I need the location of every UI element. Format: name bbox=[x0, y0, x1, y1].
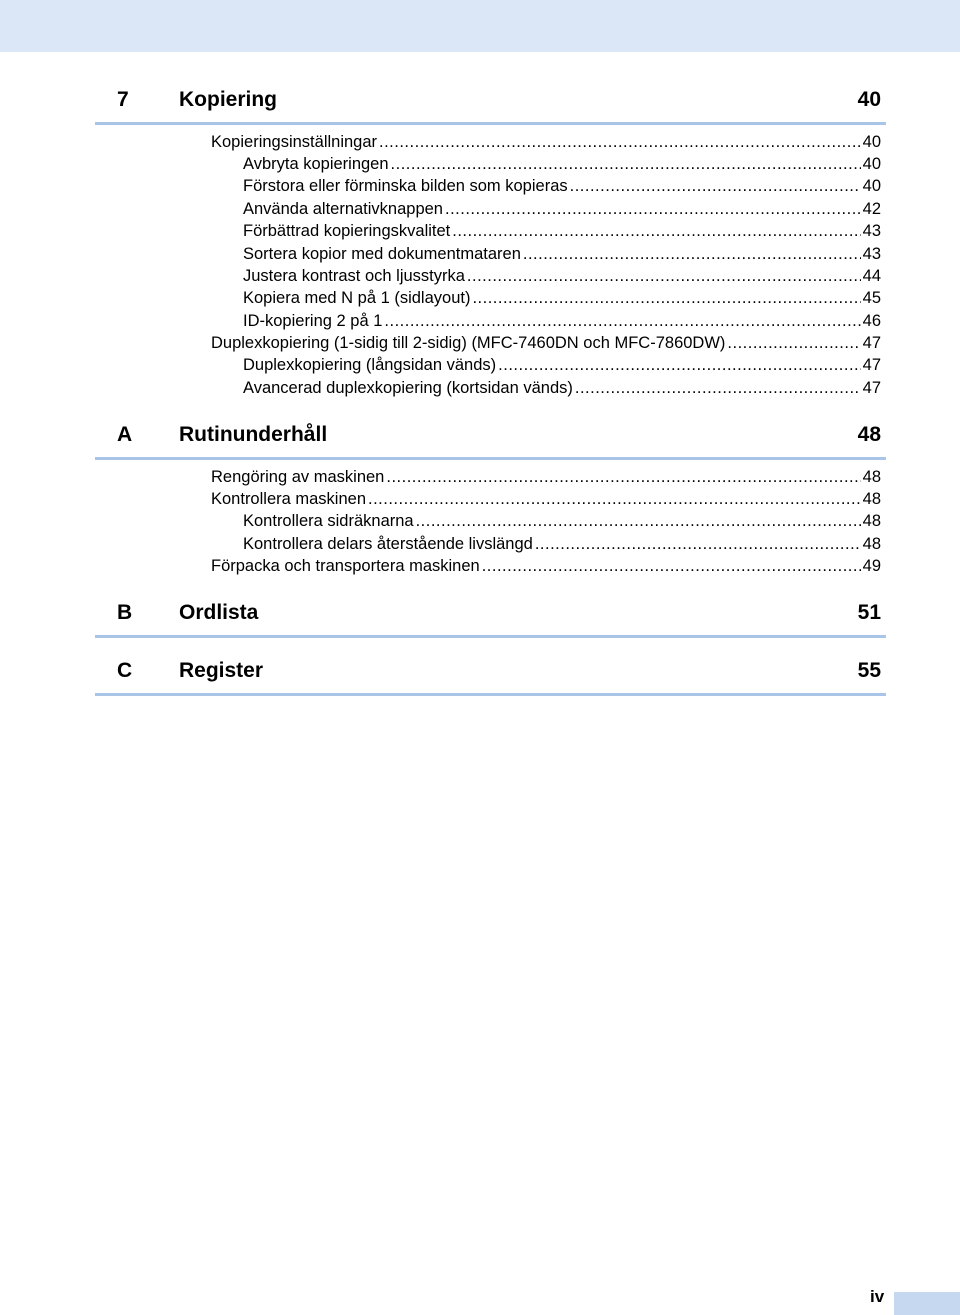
toc-entry[interactable] bbox=[243, 198, 881, 220]
toc-entry-label: Justera kontrast och ljusstyrka bbox=[243, 267, 465, 285]
dot-leader bbox=[391, 153, 861, 175]
chapter-page: 55 bbox=[857, 659, 881, 682]
toc-entry-label: Duplexkopiering (1-sidig till 2-sidig) (MFC-7460DN och MFC-7860DW) bbox=[211, 334, 726, 352]
toc-chapter-a[interactable] bbox=[95, 423, 886, 460]
chapter-page: 51 bbox=[857, 601, 881, 624]
dot-leader bbox=[575, 377, 861, 399]
toc-entry-label: Använda alternativknappen bbox=[243, 200, 443, 218]
toc-entry-page: 47 bbox=[862, 356, 881, 374]
dot-leader bbox=[498, 354, 860, 376]
toc-entry-page: 40 bbox=[862, 155, 881, 173]
toc-entry-label: Duplexkopiering (långsidan vänds) bbox=[243, 356, 497, 374]
toc-entry-page: 48 bbox=[862, 468, 881, 486]
toc-chapter-c[interactable] bbox=[95, 659, 886, 696]
toc-entry-page: 43 bbox=[862, 245, 881, 263]
toc-entry[interactable] bbox=[243, 175, 881, 197]
dot-leader bbox=[482, 555, 861, 577]
toc-entry[interactable] bbox=[243, 287, 881, 309]
dot-leader bbox=[727, 332, 860, 354]
dot-leader bbox=[416, 510, 861, 532]
chapter-number: A bbox=[117, 423, 133, 446]
footer-tab bbox=[894, 1292, 960, 1315]
toc-entry-label: Rengöring av maskinen bbox=[211, 468, 385, 486]
toc-entry-page: 48 bbox=[862, 512, 881, 530]
toc-entry-page: 45 bbox=[862, 289, 881, 307]
toc-entry-label: Kontrollera delars återstående livslängd bbox=[243, 535, 533, 553]
dot-leader bbox=[445, 198, 861, 220]
toc-entry-label: Förstora eller förminska bilden som kopieras bbox=[243, 177, 568, 195]
chapter-number: C bbox=[117, 659, 133, 682]
chapter-number: 7 bbox=[117, 88, 129, 111]
chapter-page: 40 bbox=[857, 88, 881, 111]
chapter-title: Rutinunderhåll bbox=[179, 423, 328, 446]
toc-entry-page: 48 bbox=[862, 535, 881, 553]
chapter-title: Kopiering bbox=[179, 88, 277, 111]
dot-leader bbox=[535, 533, 861, 555]
toc-entry-label: Kopieringsinställningar bbox=[211, 133, 378, 151]
toc-entry-page: 40 bbox=[862, 177, 881, 195]
toc-entry-label: Kontrollera maskinen bbox=[211, 490, 366, 508]
toc-entry-page: 48 bbox=[862, 490, 881, 508]
toc-entry-label: Avbryta kopieringen bbox=[243, 155, 389, 173]
toc-entry[interactable] bbox=[243, 354, 881, 376]
toc-entry[interactable] bbox=[243, 243, 881, 265]
chapter-page: 48 bbox=[857, 423, 881, 446]
dot-leader bbox=[472, 287, 860, 309]
toc-entry[interactable] bbox=[243, 510, 881, 532]
toc-entry-label: ID-kopiering 2 på 1 bbox=[243, 312, 383, 330]
dot-leader bbox=[467, 265, 861, 287]
chapter-title: Ordlista bbox=[179, 601, 259, 624]
dot-leader bbox=[386, 466, 860, 488]
footer-page-number: iv bbox=[870, 1287, 885, 1306]
toc-entry-page: 42 bbox=[862, 200, 881, 218]
dot-leader bbox=[368, 488, 861, 510]
dot-leader bbox=[452, 220, 860, 242]
dot-leader bbox=[384, 310, 860, 332]
toc-entry-label: Förpacka och transportera maskinen bbox=[211, 557, 480, 575]
toc-entry[interactable] bbox=[211, 131, 881, 153]
dot-leader bbox=[523, 243, 861, 265]
toc-entry[interactable] bbox=[243, 220, 881, 242]
toc-entry-label: Sortera kopior med dokumentmataren bbox=[243, 245, 521, 263]
toc-entry-label: Avancerad duplexkopiering (kortsidan vänds) bbox=[243, 379, 573, 397]
toc-entry[interactable] bbox=[243, 310, 881, 332]
header-band bbox=[0, 0, 960, 52]
toc-entry-page: 40 bbox=[862, 133, 881, 151]
toc-entry-page: 47 bbox=[862, 379, 881, 397]
toc-entry[interactable] bbox=[211, 332, 881, 354]
toc-chapter-7[interactable] bbox=[95, 88, 886, 125]
chapter-title: Register bbox=[179, 659, 264, 682]
toc-entry[interactable] bbox=[211, 488, 881, 510]
toc-entry-page: 43 bbox=[862, 222, 881, 240]
toc-entry[interactable] bbox=[211, 466, 881, 488]
toc-entry[interactable] bbox=[243, 533, 881, 555]
toc-entry-page: 46 bbox=[862, 312, 881, 330]
toc-entry-label: Kontrollera sidräknarna bbox=[243, 512, 414, 530]
toc-entry-page: 44 bbox=[862, 267, 881, 285]
toc-entry-page: 47 bbox=[862, 334, 881, 352]
toc-entry-page: 49 bbox=[862, 557, 881, 575]
chapter-number: B bbox=[117, 601, 133, 624]
toc-chapter-b[interactable] bbox=[95, 601, 886, 638]
toc-entry[interactable] bbox=[243, 265, 881, 287]
toc-entry[interactable] bbox=[243, 153, 881, 175]
toc-entry-label: Kopiera med N på 1 (sidlayout) bbox=[243, 289, 471, 307]
toc-entry-label: Förbättrad kopieringskvalitet bbox=[243, 222, 451, 240]
dot-leader bbox=[570, 175, 861, 197]
toc-entry[interactable] bbox=[211, 555, 881, 577]
toc-entry[interactable] bbox=[243, 377, 881, 399]
dot-leader bbox=[379, 131, 861, 153]
